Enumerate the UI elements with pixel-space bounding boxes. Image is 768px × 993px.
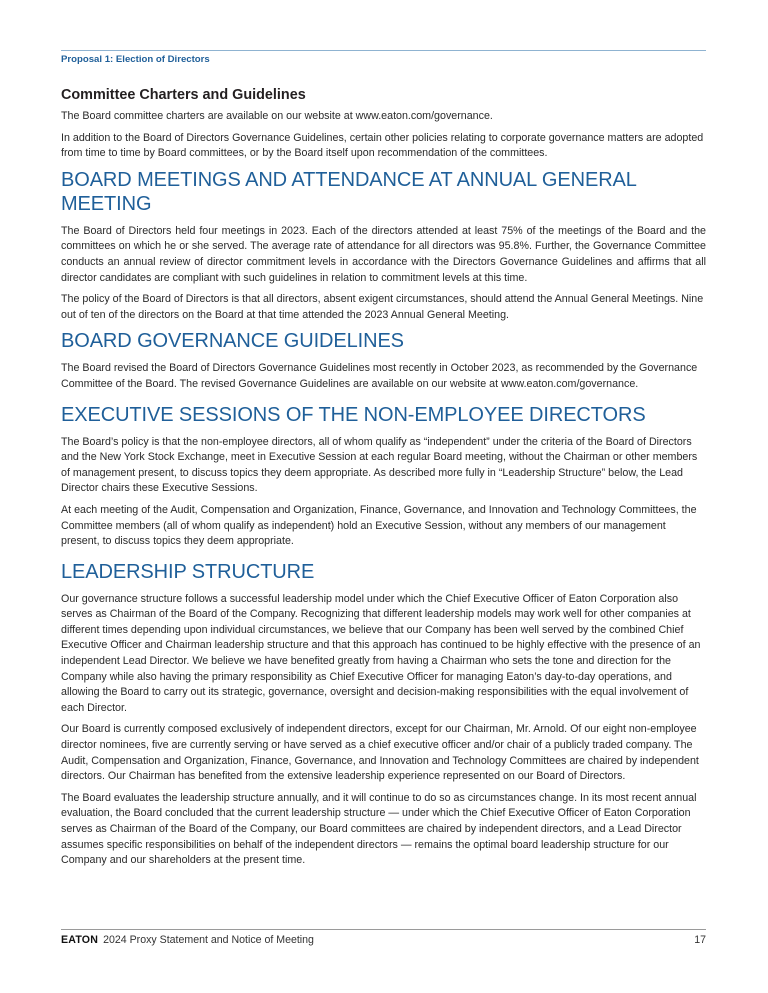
footer-title [61,934,314,946]
document-title: 2024 Proxy Statement and Notice of Meeting [103,934,314,946]
page-content [61,86,706,875]
committee-charters-paragraph: The Board committee charters are available on our website at www.eaton.com/governance. [61,110,493,122]
leadership-structure-paragraph: Our Board is currently composed exclusively of independent directors, except for our Chairman, Mr. Arnold. Of our eight non-employee director nominees, five are currently serving or have served as a chief executive officer and/or chair of a publicly traded company. The Audit, Compensation and Organization, Finance, Governance, and Innovation and Technology Committees are chaired by independent directors. Our Chairman has benefited from the extensive leadership experience represented on our Board of Directors. [61,723,699,783]
board-meetings-paragraph: The policy of the Board of Directors is that all directors, absent exigent circumstances, should attend the Annual General Meetings. Nine out of ten of the directors on the Board at that time attended the 2023 Annual General Meeting. [61,293,704,321]
executive-sessions-paragraph: The Board’s policy is that the non-employee directors, all of whom qualify as “independent” under the criteria of the Board of Directors and the New York Stock Exchange, meet in Executive Session at each regular Board meeting, without the Chairman or other members of management present, to discuss topics they deem appropriate. As described more fully in “Leadership Structure” below, the Lead Director chairs these Executive Sessions. [61,435,698,495]
board-meetings-paragraph: The Board of Directors held four meetings in 2023. Each of the directors attended at least 75% of the meetings of the Board and the committees on which he or she served. The average rate of attendance for all directors was 95.8%. Further, the Governance Committee conducts an annual review of director commitment levels in accordance with the Directors Governance Guidelines and affirms that all director candidates are compliant with such guidelines in relation to commitment levels at this time. [61,224,706,284]
page-footer [61,934,706,946]
header-rule [61,50,706,51]
committee-charters-heading: Committee Charters and Guidelines [61,87,306,103]
leadership-structure-heading: LEADERSHIP STRUCTURE [61,560,315,583]
footer-rule [61,929,706,930]
executive-sessions-heading: EXECUTIVE SESSIONS OF THE NON-EMPLOYEE DIRECTORS [61,403,646,426]
committee-charters-paragraph: In addition to the Board of Directors Governance Guidelines, certain other policies relating to corporate governance matters are adopted from time to time by Board committees, or by the Board itself upon recommendation of the committees. [61,131,704,160]
governance-guidelines-heading: BOARD GOVERNANCE GUIDELINES [61,330,404,353]
section-label: Proposal 1: Election of Directors [61,54,210,65]
leadership-structure-paragraph: The Board evaluates the leadership structure annually, and it will continue to do so as circumstances change. In its most recent annual evaluation, the Board concluded that the current leadership structure — under which the Chief Executive Officer of Eaton Corporation serves as Chairman of the Board of the Company, our Board committees are chaired by independent directors, and a Lead Director assumes specific responsibilities on behalf of the independent directors — remains the optimal board leadership structure for our Company and our shareholders at the present time. [61,791,697,867]
board-meetings-heading: BOARD MEETINGS AND ATTENDANCE AT ANNUAL GENERAL MEETING [61,168,637,215]
leadership-structure-paragraph: Our governance structure follows a successful leadership model under which the Chief Executive Officer of Eaton Corporation also serves as Chairman of the Board of the Company. Recognizing that different leadership models may work well for other companies at different times depending upon individual circumstances, we believe that our Company has been well served by the combined Chief Executive Officer and Chairman leadership structure and that this approach has continued to be highly effective with the presence of an independent Lead Director. We believe we have benefited greatly from having a Chairman who sets the tone and direction for the Company while also having the primary responsibility as Chief Executive Officer for managing Eaton’s day-to-day operations, and allowing the Board to carry out its strategic, governance, oversight and decision-making responsibilities with the equal involvement of each Director. [61,592,701,714]
page-number: 17 [694,934,706,946]
executive-sessions-paragraph: At each meeting of the Audit, Compensation and Organization, Finance, Governance, and Innovation and Technology Committees, the Committee members (all of whom qualify as independent) hold an Executive Session, without any members of our management present, to discuss topics they deem appropriate. [61,503,697,548]
brand-logo: EATON [61,934,99,946]
governance-guidelines-paragraph: The Board revised the Board of Directors Governance Guidelines most recently in October 2023, as recommended by the Governance Committee of the Board. The revised Governance Guidelines are available on our website at www.eaton.com/governance. [61,362,698,390]
